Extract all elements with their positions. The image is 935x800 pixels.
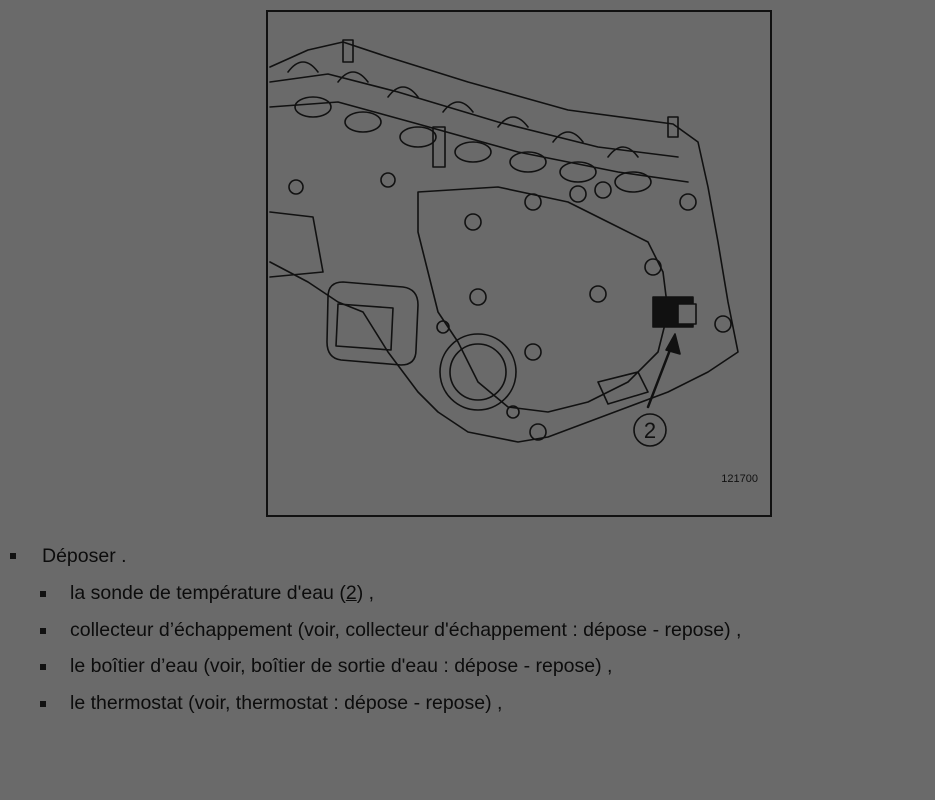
engine-figure [266,10,772,517]
sub-item-text: la sonde de température d'eau ( [70,582,346,604]
callout-label: 2 [643,418,657,443]
cylinder-head-illustration [268,12,772,517]
figure-code: 121700 [721,473,758,485]
bullet [40,628,46,634]
sub-item-water-housing: le boîtier d’eau (voir, boîtier de sortie d'eau : dépose - repose) , [70,655,613,677]
sub-item-text: ) , [356,582,375,604]
main-instruction: Déposer . [42,545,127,567]
bullet [40,664,46,670]
sub-item-sensor [70,582,374,604]
figure-reference-link[interactable]: 2 [345,582,357,604]
sub-item-manifold: collecteur d’échappement (voir, collecteur d'échappement : dépose - repose) , [70,619,742,641]
bullet [40,591,46,597]
bullet [10,553,16,559]
sub-item-thermostat: le thermostat (voir, thermostat : dépose - repose) , [70,692,503,714]
bullet [40,701,46,707]
